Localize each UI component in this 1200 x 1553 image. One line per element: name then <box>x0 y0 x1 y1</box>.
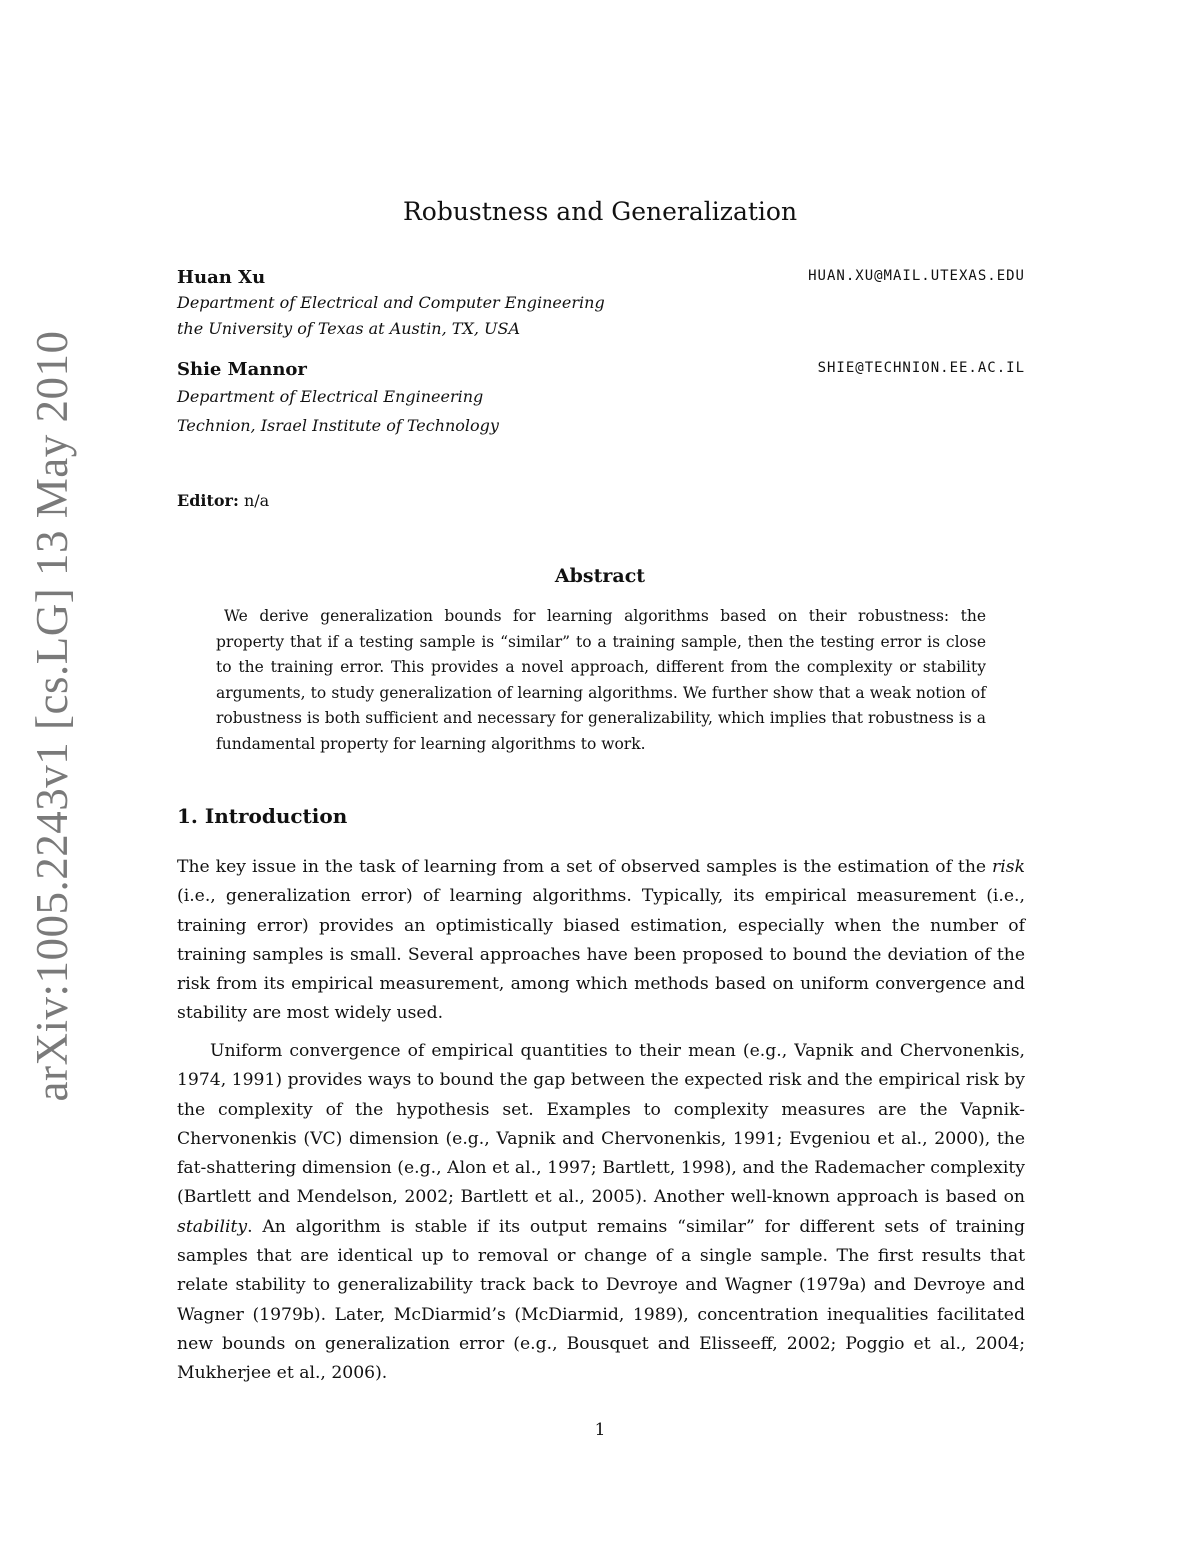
author-affiliation: Department of Electrical Engineering <box>177 387 484 406</box>
editor-label: Editor: <box>177 491 239 510</box>
emphasis-risk: risk <box>992 857 1025 877</box>
paragraph-text: (i.e., generalization error) of learning algorithms. Typically, its empirical measurement (i.e., training error) provides an optimistically biased estimation, especially when the number of training samples is small. Several approaches have been proposed to bound the deviation of the risk from its empirical measurement, among which methods based on uniform convergence and stability are most widely used. <box>177 886 1025 1024</box>
arxiv-identifier-text: arXiv:1005.2243v1 [cs.LG] 13 May 2010 <box>27 330 77 1102</box>
editor-line <box>177 489 269 513</box>
author-name: Shie Mannor <box>177 359 307 380</box>
abstract-text: We derive generalization bounds for learning algorithms based on their robustness: the property that if a testing sample is “similar” to a training sample, then the testing error is close to the training error. This provides a novel approach, different from the complexity or stability arguments, to study generalization of learning algorithms. We further show that a weak notion of robustness is both sufficient and necessary for generalizability, which implies that robustness is a fundamental property for learning algorithms to work. <box>216 607 986 753</box>
editor-value: n/a <box>243 491 270 510</box>
paper-title: Robustness and Generalization <box>402 197 798 226</box>
emphasis-stability: stability <box>177 1216 248 1237</box>
page-number: 1 <box>594 1420 606 1440</box>
section-heading-introduction: 1. Introduction <box>177 804 348 828</box>
abstract-heading: Abstract <box>554 565 646 587</box>
author-block-2 <box>177 358 1025 440</box>
author-affiliation: Department of Electrical and Computer Engineering <box>177 293 605 312</box>
paragraph-text: The key issue in the task of learning from a set of observed samples is the estimation of the <box>177 857 993 877</box>
author-affiliation: Technion, Israel Institute of Technology <box>177 416 499 435</box>
introduction-paragraph-1 <box>177 853 1025 1029</box>
author-email: SHIE@TECHNION.EE.AC.IL <box>817 360 1025 376</box>
author-affiliation: the University of Texas at Austin, TX, USA <box>177 319 521 338</box>
author-block-1 <box>177 266 1025 342</box>
author-name: Huan Xu <box>177 267 266 288</box>
author-email: HUAN.XU@MAIL.UTEXAS.EDU <box>808 268 1025 284</box>
introduction-paragraph-2 <box>177 1037 1025 1389</box>
paragraph-text: . An algorithm is stable if its output remains “similar” for different sets of training samples that are identical up to removal or change of a single sample. The first results that relate stability to generalizability track back to Devroye and Wagner (1979a) and Devroye and Wagner (1979b). Later, McDiarmid’s (McDiarmid, 1989), concentration inequalities facilitated new bounds on generalization error (e.g., Bousquet and Elisseeff, 2002; Poggio et al., 2004; Mukherjee et al., 2006). <box>177 1216 1025 1384</box>
paragraph-text: Uniform convergence of empirical quantities to their mean (e.g., Vapnik and Chervonenkis, 1974, 1991) provides ways to bound the gap between the expected risk and the empirical risk by the complexity of the hypothesis set. Examples to complexity measures are the Vapnik-Chervonenkis (VC) dimension (e.g., Vapnik and Chervonenkis, 1991; Evgeniou et al., 2000), the fat-shattering dimension (e.g., Alon et al., 1997; Bartlett, 1998), and the Rademacher complexity (Bartlett and Mendelson, 2002; Bartlett et al., 2005). Another well-known approach is based on <box>177 1041 1025 1208</box>
